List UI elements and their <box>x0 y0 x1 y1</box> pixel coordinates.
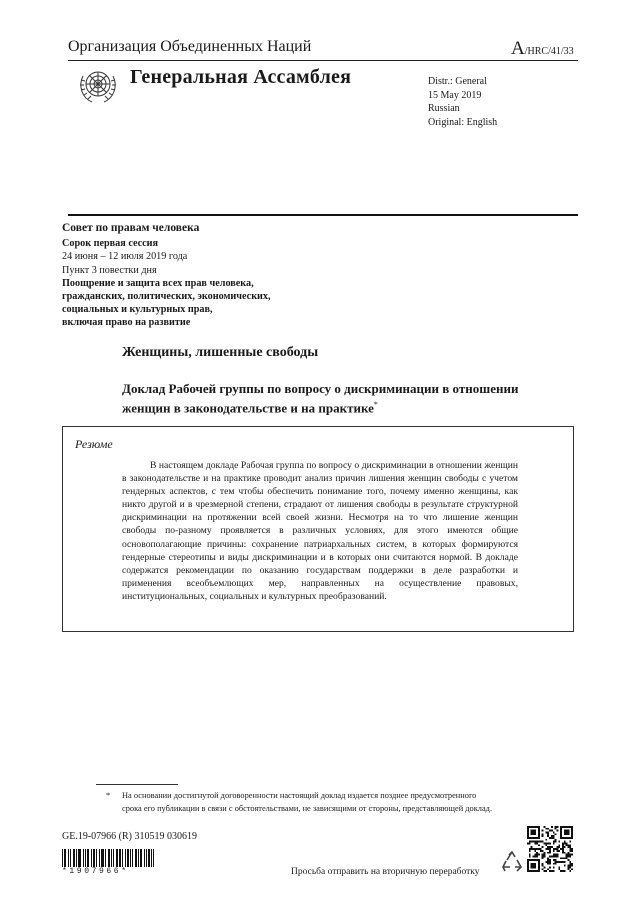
recycle-text: Просьба отправить на вторичную переработку <box>291 867 480 877</box>
un-emblem-icon <box>76 64 120 108</box>
footnote <box>106 790 494 815</box>
subtitle-footnote-mark: * <box>373 400 378 409</box>
agenda-title-line: Поощрение и защита всех прав человека, <box>62 277 254 289</box>
footnote-mark: * <box>106 791 111 800</box>
footnote-rule <box>96 784 178 785</box>
recycle-icon <box>500 851 524 873</box>
header-rule <box>68 60 578 61</box>
qr-code-icon <box>527 826 573 872</box>
subtitle-text: Доклад Рабочей группы по вопросу о дискриминации в отношении женщин в законодательстве и на практике <box>122 381 519 416</box>
distribution-info <box>428 75 497 129</box>
agenda-title-line: социальных и культурных прав, <box>62 304 213 316</box>
organization-name: Организация Объединенных Наций <box>68 38 312 55</box>
assembly-title: Генеральная Ассамблея <box>130 66 352 88</box>
date-line: 15 May 2019 <box>428 89 482 101</box>
distr-line: Distr.: General <box>428 76 487 87</box>
symbol-suffix: /HRC/41/33 <box>524 46 574 57</box>
section-rule <box>68 214 578 216</box>
summary-text: В настоящем докладе Рабочая группа по вопросу о дискриминации в отношении женщин в законодательстве и на практике проводит анализ причин лишения женщин свободы с учетом гендерных аспектов, с тем чтобы обеспечить понимание того, почему именно женщины, как никто другой и в чрезмерной степени, страдают от лишения свободы в результате структурной дискриминации на протяжении всей своей жизни. Несмотря на то что лишение женщин свободы по-разному проявляется в различных условиях, для этого имеются общие основополагающие причины: сохранение патриархальных систем, в которых формируются гендерные стереотипы и виды дискриминации и в которых они считаются нормой. В докладе содержатся рекомендации по оказанию государствам поддержки в деле разработки и применения всеобъемлющих мер, направленных на осуществление правовых, институциональных, социальных и культурных преобразований. <box>122 460 518 602</box>
document-subtitle <box>122 381 552 416</box>
summary-label: Резюме <box>75 437 113 451</box>
language-line: Russian <box>428 103 460 114</box>
document-number: GE.19-07966 (R) 310519 030619 <box>62 831 197 842</box>
document-symbol <box>511 38 574 60</box>
session-info <box>62 222 302 330</box>
agenda-title-line: включая право на развитие <box>62 317 191 329</box>
council-name: Совет по правам человека <box>62 222 200 234</box>
symbol-prefix: A <box>511 38 525 59</box>
session-dates: 24 июня – 12 июля 2019 года <box>62 251 188 263</box>
original-language-line: Original: English <box>428 116 498 128</box>
footnote-text: На основании достигнутой договоренности настоящий доклад издается позднее предусмотренного срока его публикации в связи с обстоятельствами, не зависящими от стороны, представляющей доклад. <box>122 791 493 813</box>
barcode-number: *1907966* <box>62 867 129 876</box>
agenda-title-line: гражданских, политических, экономических, <box>62 291 271 303</box>
session-name: Сорок первая сессия <box>62 238 159 250</box>
document-title: Женщины, лишенные свободы <box>122 345 319 360</box>
agenda-item: Пункт 3 повестки дня <box>62 264 157 276</box>
barcode-icon <box>62 849 154 867</box>
